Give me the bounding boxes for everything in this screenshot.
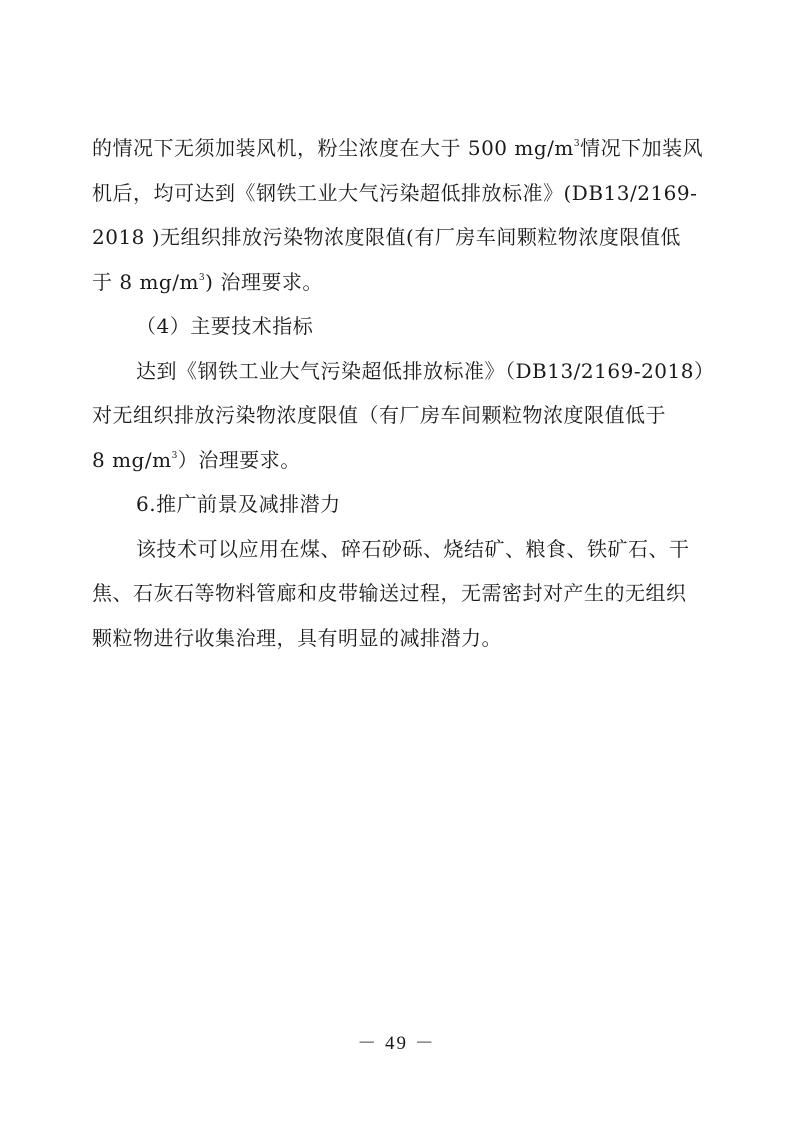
paragraph-line: 颗粒物进行收集治理，具有明显的减排潜力。 (92, 625, 502, 650)
page-number: － 49 － (357, 1033, 436, 1054)
superscript: 3 (198, 272, 206, 283)
paragraph-line: 2018 )无组织排放污染物浓度限值(有厂房车间颗粒物浓度限值低 (92, 225, 681, 249)
paragraph-line (92, 126, 704, 171)
paragraph-line: 机后，均可达到《钢铁工业大气污染超低排放标准》(DB13/2169- (92, 180, 698, 205)
superscript: 3 (573, 139, 581, 149)
text-run: ) 治理要求。 (205, 269, 323, 294)
section-heading-prospects: 6.推广前景及减排潜力 (136, 492, 341, 516)
paragraph-line (92, 260, 704, 305)
paragraph-line: 焦、石灰石等物料管廊和皮带输送过程，无需密封对产生的无组织 (92, 581, 687, 605)
text-run: 8 mg/m (92, 447, 172, 472)
body-text (92, 126, 715, 660)
text-run: ）治理要求。 (177, 447, 301, 472)
paragraph-line: 达到《钢铁工业大气污染超低排放标准》（DB13/2169-2018） (136, 358, 715, 383)
text-run: 于 8 mg/m (92, 269, 199, 294)
paragraph-line: 该技术可以应用在煤、碎石砂砾、烧结矿、粮食、铁矿石、干 (136, 536, 690, 561)
text-run: 情况下加装风 (580, 136, 704, 160)
section-heading-indicators: （4）主要技术指标 (136, 314, 314, 338)
paragraph-line: 对无组织排放污染物浓度限值（有厂房车间颗粒物浓度限值低于 (92, 403, 666, 427)
paragraph-line (92, 438, 704, 483)
superscript: 3 (171, 450, 178, 461)
text-run: 的情况下无须加装风机，粉尘浓度在大于 500 mg/m (92, 136, 574, 160)
